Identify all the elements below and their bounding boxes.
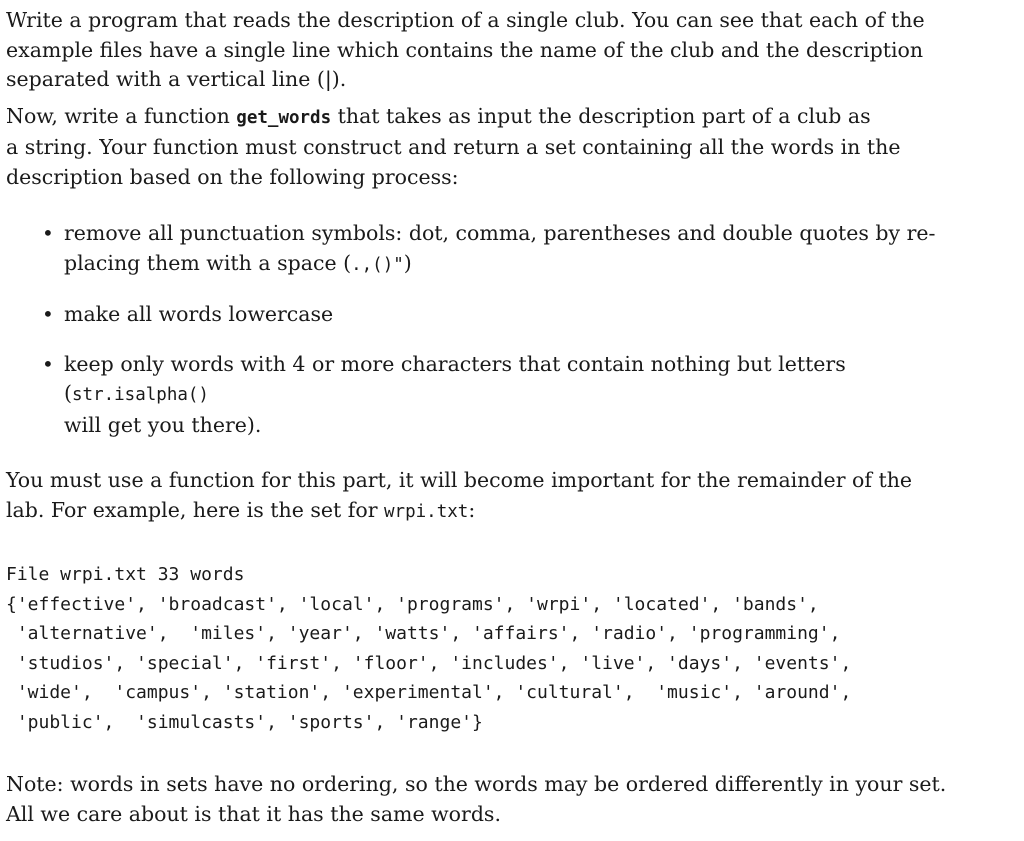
bullet-icon: • xyxy=(42,302,54,326)
vertical-line-symbol: | xyxy=(324,67,332,91)
punctuation-symbols: .,()" xyxy=(351,254,404,275)
example-output-block xyxy=(6,560,981,737)
document-page xyxy=(6,6,981,829)
note-paragraph xyxy=(6,770,981,829)
intro-line-1: Write a program that reads the description of a single club. You can see that each of the xyxy=(6,8,925,32)
task-line-3: description based on the following process: xyxy=(6,164,459,189)
task-line-1-start: Now, write a function xyxy=(6,103,237,128)
code-line: 'public', 'simulcasts', 'sports', 'range'} xyxy=(6,711,483,733)
code-line: {'effective', 'broadcast', 'local', 'programs', 'wrpi', 'located', 'bands', xyxy=(6,593,819,615)
process-steps-list xyxy=(6,219,981,440)
intro-line-3-start: separated with a vertical line ( xyxy=(6,67,325,91)
usage-line-2-start: lab. For example, here is the set for xyxy=(6,497,385,522)
isalpha-code: str.isalpha() xyxy=(72,385,209,405)
note-line-1: Note: words in sets have no ordering, so the words may be ordered differently in your set. xyxy=(6,772,947,796)
step-1-line-1: remove all punctuation symbols: dot, comma, parentheses and double quotes by re- xyxy=(64,221,936,245)
step-3-line-2: will get you there). xyxy=(64,412,262,437)
task-line-1-end: that takes as input the description part of a club as xyxy=(331,103,871,128)
usage-line-1: You must use a function for this part, it will become important for the remainder of the xyxy=(6,468,913,492)
step-1-line-2-start: placing them with a space ( xyxy=(64,250,352,275)
usage-line-2-end: : xyxy=(468,497,476,522)
usage-paragraph xyxy=(6,466,981,527)
step-1-line-2-end: ) xyxy=(403,250,412,275)
task-line-2: a string. Your function must construct and return a set containing all the words in the xyxy=(6,135,901,159)
function-name: get_words xyxy=(236,107,332,128)
code-line: 'studios', 'special', 'first', 'floor', 'includes', 'live', 'days', 'events', xyxy=(6,652,852,674)
list-item xyxy=(42,300,981,330)
step-2-text: make all words lowercase xyxy=(64,302,334,326)
intro-line-2: example files have a single line which contains the name of the club and the description xyxy=(6,37,924,62)
list-item xyxy=(42,350,981,441)
note-line-2: All we care about is that it has the same words. xyxy=(6,801,501,826)
code-line: 'alternative', 'miles', 'year', 'watts', 'affairs', 'radio', 'programming', xyxy=(6,623,841,644)
code-line: 'wide', 'campus', 'station', 'experimental', 'cultural', 'music', 'around', xyxy=(6,682,852,703)
bullet-icon: • xyxy=(42,221,54,245)
step-3-line-1-start: keep only words with 4 or more characters that contain nothing but letters ( xyxy=(64,351,846,405)
task-paragraph xyxy=(6,102,981,193)
bullet-icon: • xyxy=(42,351,54,376)
code-line: File wrpi.txt 33 words xyxy=(6,564,245,585)
intro-paragraph xyxy=(6,6,981,95)
example-filename: wrpi.txt xyxy=(384,501,469,522)
list-item xyxy=(42,219,981,280)
intro-line-3-end: ). xyxy=(331,67,347,91)
